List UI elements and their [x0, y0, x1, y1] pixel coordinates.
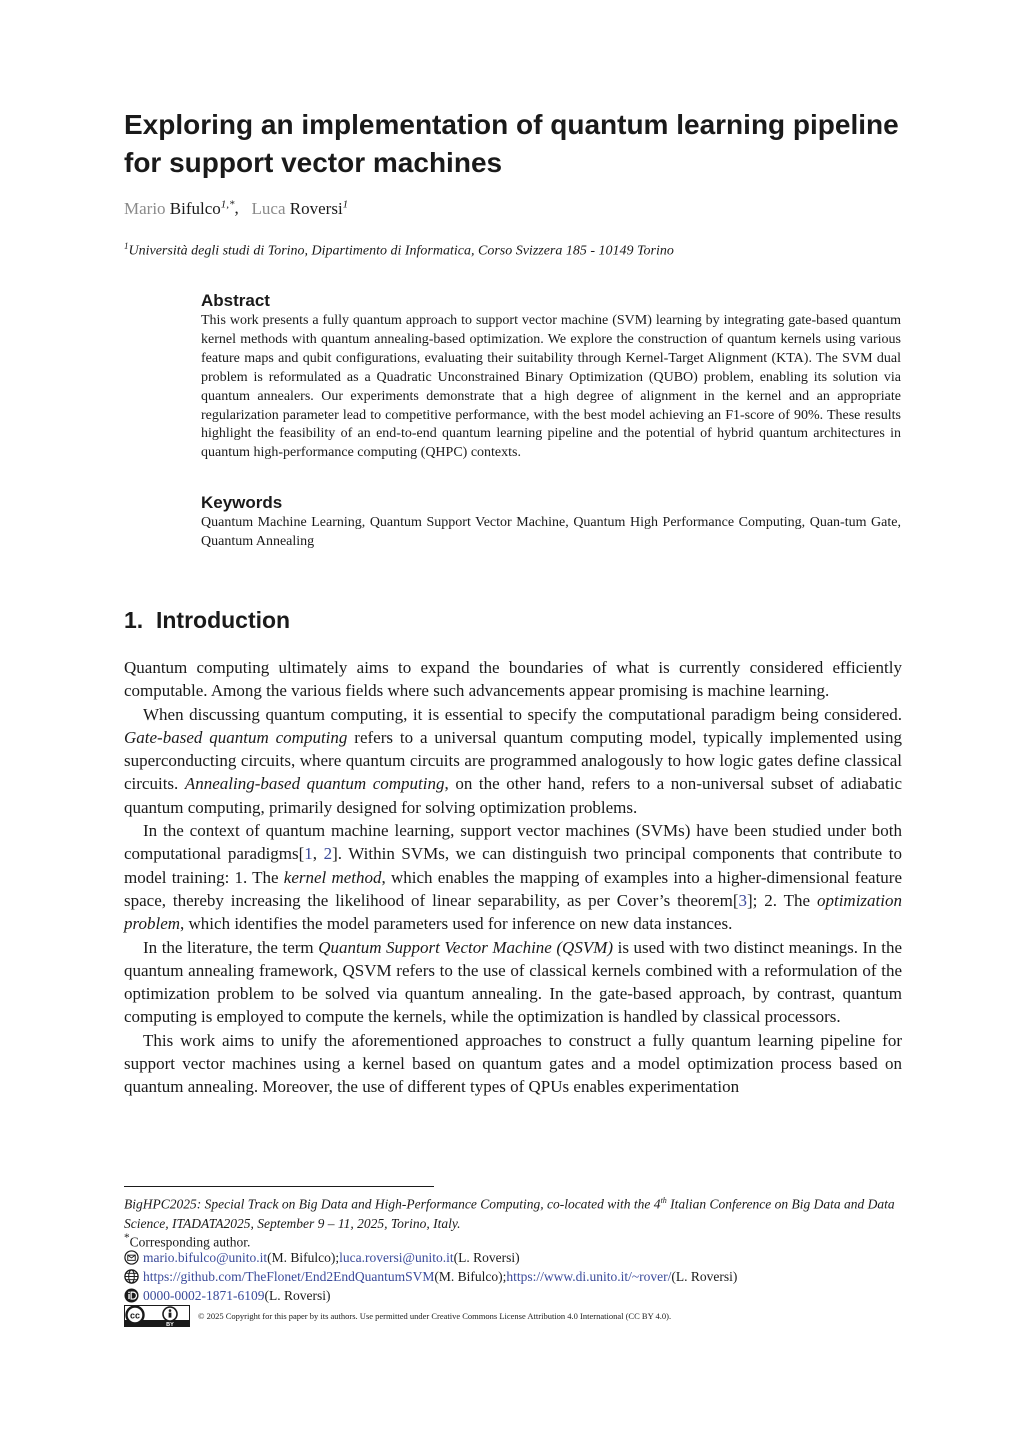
paragraph-text: , which identifies the model parameters used for inference on new data instances. [180, 914, 733, 934]
paper-title: Exploring an implementation of quantum learning pipeline for support vector machines [124, 109, 899, 178]
footnote-text: Italian Conference on Big Data and Data Science, ITADATA2025, September 9 – 11, 2025, Torino, Italy. [124, 1196, 895, 1231]
paragraph-text: , on the other hand, refers to a non-universal subset of adiabatic quantum computing, primarily designed for solving optimization problems. [124, 774, 902, 817]
paragraph-text: ]. Within SVMs, we can distinguish two principal components that contribute to model training: 1. The [124, 844, 902, 887]
paragraph-5: This work aims to unify the aforementioned approaches to construct a fully quantum learning pipeline for support vector machines using a kernel based on quantum gates and a model optimization process based on quantum annealing. Moreover, the use of different types of QPUs enables experimentation [124, 1030, 902, 1097]
license-badge-text: BY [166, 1321, 174, 1327]
paragraph-text: In the literature, the term [143, 937, 319, 957]
section-title: Introduction [155, 607, 291, 633]
ordinal-suffix: th [660, 1196, 667, 1205]
paragraph-text: In the context of quantum machine learning, support vector machines (SVMs) have been studied under both computational paradigms[ [124, 821, 902, 864]
paragraph-text: When discussing quantum computing, it is essential to specify the computational paradigm being considered. [143, 704, 902, 724]
paragraph-text: , [312, 844, 324, 864]
footnote-rule [124, 1186, 434, 1187]
author-2 [252, 199, 349, 218]
website-link[interactable]: https://www.di.unito.it/~rover/ [506, 1269, 672, 1284]
footnote-websites [124, 1267, 914, 1286]
emphasis-term: optimization problem [124, 890, 902, 934]
website-link[interactable]: https://github.com/TheFlonet/End2EndQuantumSVM [143, 1269, 435, 1284]
paragraph-text: ]; 2. The [747, 890, 817, 910]
footnote-conference [124, 1191, 914, 1233]
footnote-license [124, 1305, 671, 1327]
orcid-icon [124, 1288, 139, 1303]
section-number: 1. [124, 607, 144, 633]
paragraph-text: is used with two distinct meanings. In the quantum annealing framework, QSVM refers to the use of classical kernels combined with a reformulation of the optimization problem to be solved via quantum annealing. In the gate-based approach, by contrast, quantum computing is employed to compute the kernels, while the optimization is handled by classical processors. [124, 937, 903, 1027]
citation-link[interactable]: 1 [304, 844, 313, 864]
abstract-text: This work presents a fully quantum approach to support vector machine (SVM) learning by integrating gate-based quantum kernel methods with quantum annealing-based optimization. We explore the construction of quantum kernels using various feature maps and qubit configurations, evaluating their suitability through Kernel-Target Alignment (KTA). The SVM dual problem is reformulated as a Quadratic Unconstrained Binary Optimization (QUBO) problem, enabling its solution via quantum annealers. Our experiments demonstrate that a high degree of alignment in the kernel and an appropriate regularization parameter lead to competitive performance, with the best model achieving an F1-score of 90%. These results highlight the feasibility of an end-to-end quantum learning pipeline and the potential of hybrid quantum architectures in quantum high-performance computing (QHPC) contexts. [201, 313, 901, 461]
citation-link[interactable]: 2 [323, 844, 333, 864]
introduction-body [124, 656, 902, 1099]
emphasis-term: kernel method [283, 867, 382, 887]
emphasis-term: Quantum Support Vector Machine (QSVM) [318, 937, 614, 957]
footnote-emails [124, 1248, 914, 1267]
author-family-name: Roversi [289, 198, 343, 218]
citation-link[interactable]: 3 [738, 890, 748, 910]
emphasis-term: Annealing-based quantum computing [184, 774, 445, 794]
keywords-text: Quantum Machine Learning, Quantum Support Vector Machine, Quantum High Performance Computing, Quan-tum Gate, Quantum Annealing [201, 515, 901, 549]
email-icon [124, 1250, 139, 1265]
footnote-text: (L. Roversi) [671, 1269, 738, 1284]
footnote-orcid [124, 1286, 914, 1305]
author-list [124, 198, 348, 219]
globe-icon [124, 1269, 139, 1284]
license-text: © 2025 Copyright for this paper by its authors. Use permitted under Creative Commons License Attribution 4.0 International (CC BY 4.0). [198, 1311, 672, 1321]
creative-commons-icon [124, 1305, 190, 1327]
keywords-heading: Keywords [201, 493, 283, 512]
footnote-text: (L. Roversi) [453, 1250, 520, 1265]
section-heading [124, 607, 290, 634]
affiliation-mark: 1 [124, 241, 129, 251]
footnote-text: (M. Bifulco); [434, 1269, 507, 1284]
affiliation [124, 241, 674, 260]
footnote-text: BigHPC2025: Special Track on Big Data and High-Performance Computing, co-located with the 4 [124, 1196, 661, 1212]
affiliation-text: Università degli studi di Torino, Dipartimento di Informatica, Corso Svizzera 185 - 10149 Torino [128, 243, 674, 259]
abstract-heading: Abstract [201, 291, 270, 310]
svg-text:cc: cc [129, 1310, 141, 1321]
paragraph-text: refers to a universal quantum computing model, typically implemented using superconducting circuits, where quantum circuits are programmed analogously to how logic gates define classical circuits. [124, 727, 903, 794]
emphasis-term: Gate-based quantum computing [124, 727, 348, 747]
author-given-name: Mario [124, 198, 166, 218]
corresponding-mark: * [124, 1232, 130, 1244]
author-separator: , [234, 198, 239, 218]
author-affiliation-mark: 1,* [220, 198, 235, 210]
author-family-name: Bifulco [169, 198, 221, 218]
paragraph-2 [124, 703, 902, 819]
orcid-link[interactable]: 0000-0002-1871-6109 [143, 1288, 265, 1303]
paragraph-4 [124, 936, 902, 1029]
paragraph-3 [124, 819, 902, 935]
footnote-text: (M. Bifulco); [267, 1250, 340, 1265]
paragraph-text: , which enables the mapping of examples into a higher-dimensional feature space, thereby increasing the likelihood of linear separability, as per Cover’s theorem[ [124, 867, 902, 910]
footnote-text: (L. Roversi) [264, 1288, 331, 1303]
footnote-text: Corresponding author. [129, 1234, 251, 1250]
email-link[interactable]: mario.bifulco@unito.it [143, 1250, 268, 1265]
paragraph-1: Quantum computing ultimately aims to expand the boundaries of what is currently considered efficiently computable. Among the various fields where such advancements appear promising is machine learning. [124, 658, 902, 701]
author-affiliation-mark: 1 [342, 198, 349, 210]
author-1 [124, 199, 235, 218]
author-given-name: Luca [251, 198, 286, 218]
email-link[interactable]: luca.roversi@unito.it [339, 1250, 454, 1265]
